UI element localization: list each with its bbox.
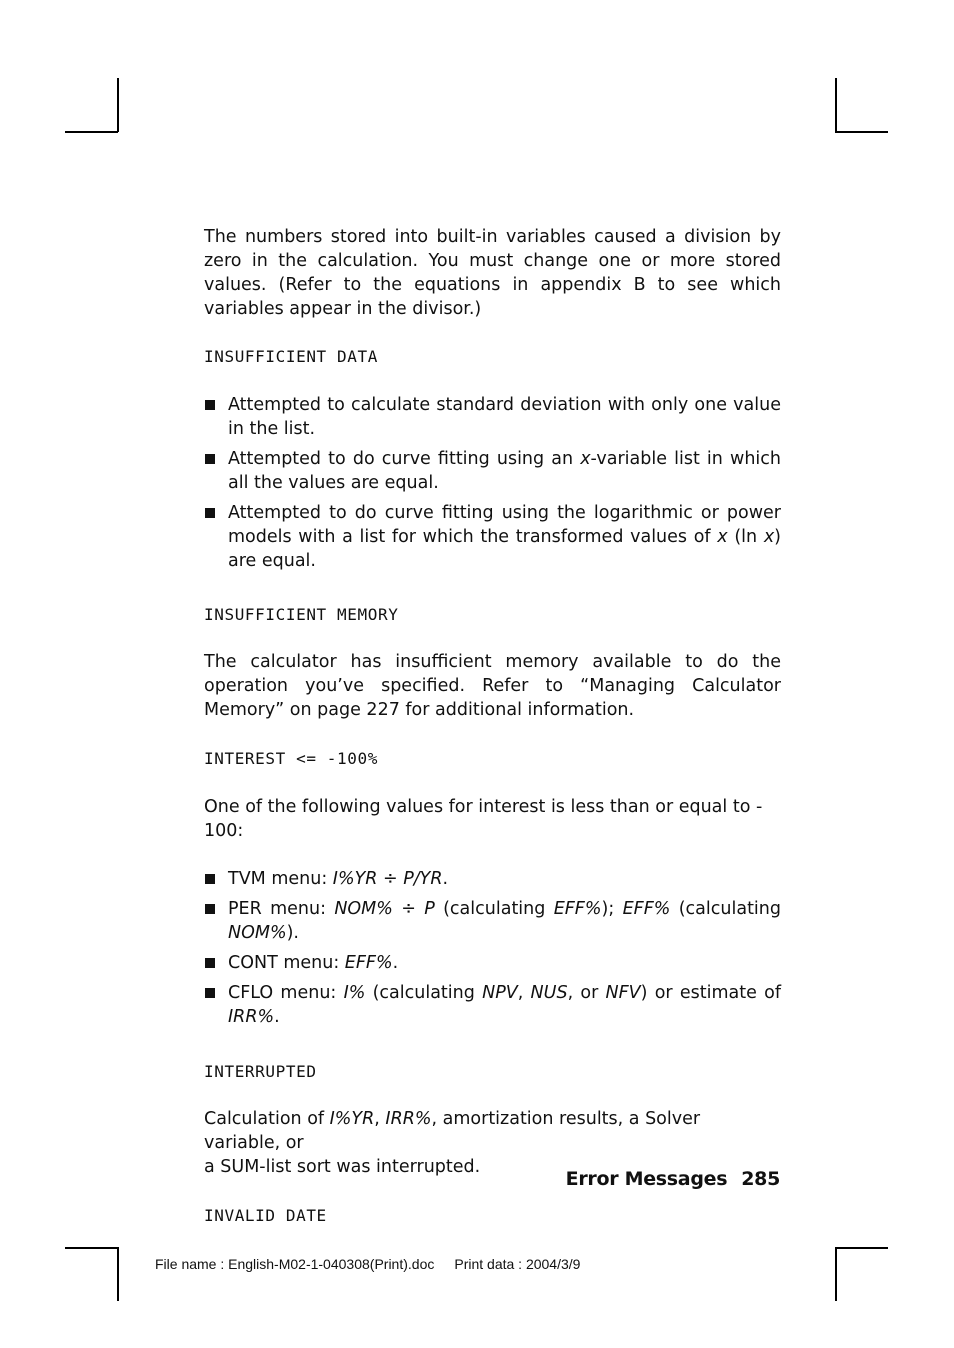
list-item: TVM menu: I%YR ÷ P/YR.	[204, 867, 781, 891]
crop-mark-bottom-right-horizontal	[835, 1247, 888, 1249]
crop-mark-bottom-left-vertical	[117, 1247, 119, 1301]
list-item: Attempted to do curve fitting using the logarithmic or power models with a list for which the transformed values of x (ln x) are equal.	[204, 501, 781, 573]
interest-heading: INTEREST <= -100%	[204, 749, 378, 768]
square-bullet-icon	[205, 400, 215, 410]
page-number: 285	[741, 1168, 780, 1190]
square-bullet-icon	[205, 454, 215, 464]
interrupted-heading: INTERRUPTED	[204, 1062, 317, 1081]
interest-list	[204, 867, 781, 1029]
print-date: Print data : 2004/3/9	[454, 1256, 581, 1272]
interrupted-paragraph: Calculation of I%YR, IRR%, amortization results, a Solver variable, or a SUM-list sort was interrupted.	[204, 1109, 701, 1177]
section-title: Error Messages	[565, 1168, 728, 1190]
crop-mark-top-right-horizontal	[835, 131, 888, 133]
crop-mark-top-left-vertical	[117, 78, 119, 132]
square-bullet-icon	[205, 988, 215, 998]
crop-mark-top-left-horizontal	[65, 131, 118, 133]
square-bullet-icon	[205, 874, 215, 884]
page-content	[204, 225, 781, 1228]
crop-mark-bottom-right-vertical	[835, 1247, 837, 1301]
intro-paragraph: The numbers stored into built-in variables caused a division by zero in the calculation. You must change one or more stored values. (Refer to the equations in appendix B to see which variables appear in the divisor.)	[204, 227, 781, 319]
invalid-date-heading: INVALID DATE	[204, 1206, 327, 1225]
list-item: CFLO menu: I% (calculating NPV, NUS, or NFV) or estimate of IRR%.	[204, 981, 781, 1029]
list-item: PER menu: NOM% ÷ P (calculating EFF%); EFF% (calculating NOM%).	[204, 897, 781, 945]
interest-paragraph: One of the following values for interest is less than or equal to - 100:	[204, 797, 763, 841]
insufficient-data-heading: INSUFFICIENT DATA	[204, 347, 378, 366]
file-info	[155, 1256, 580, 1272]
crop-mark-top-right-vertical	[835, 78, 837, 132]
insufficient-data-list	[204, 393, 781, 573]
running-footer	[566, 1168, 780, 1190]
list-item: CONT menu: EFF%.	[204, 951, 781, 975]
file-name: File name : English-M02-1-040308(Print).doc	[155, 1256, 435, 1272]
list-item: Attempted to calculate standard deviation with only one value in the list.	[204, 393, 781, 441]
list-item: Attempted to do curve fitting using an x-variable list in which all the values are equal.	[204, 447, 781, 495]
square-bullet-icon	[205, 904, 215, 914]
square-bullet-icon	[205, 958, 215, 968]
crop-mark-bottom-left-horizontal	[65, 1247, 118, 1249]
insufficient-memory-paragraph: The calculator has insufficient memory available to do the operation you’ve specified. Refer to “Managing Calculator Memory” on page 227 for additional information.	[204, 652, 781, 720]
square-bullet-icon	[205, 508, 215, 518]
insufficient-memory-heading: INSUFFICIENT MEMORY	[204, 605, 399, 624]
